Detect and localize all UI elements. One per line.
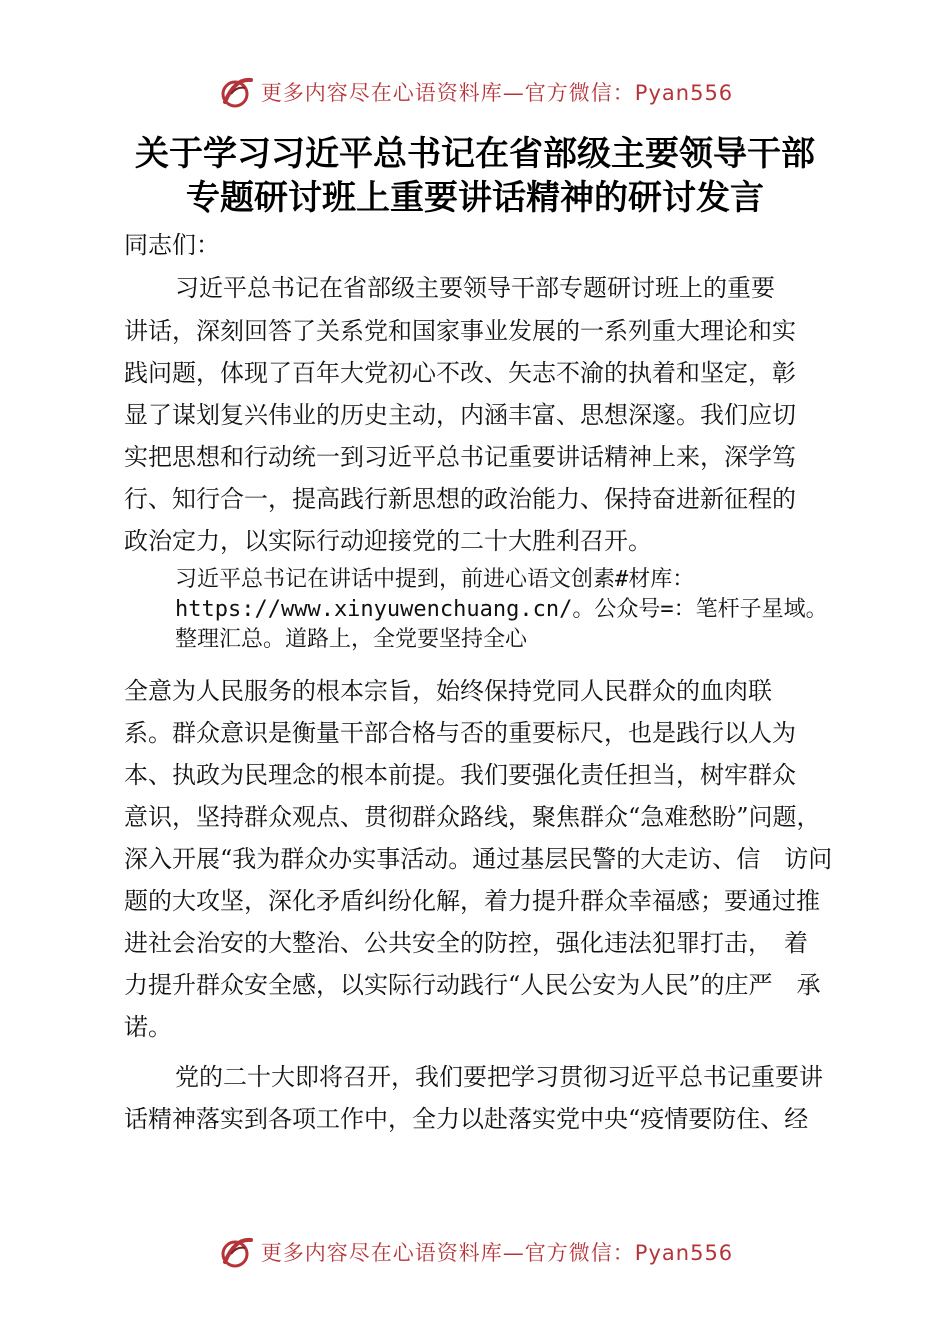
paragraph-line: 行、知行合一，提高践行新思想的政治能力、保持奋进新征程的 bbox=[124, 485, 796, 513]
quote-line: 整理汇总。道路上，全党要坚持全心 bbox=[175, 627, 528, 652]
paragraph-line: 实把思想和行动统一到习近平总书记重要讲话精神上来，深学笃 bbox=[124, 443, 796, 471]
paragraph-line: 全意为人民服务的根本宗旨，始终保持党同人民群众的血肉联 bbox=[124, 677, 772, 705]
title-line: 关于学习习近平总书记在省部级主要领导干部 bbox=[135, 134, 815, 174]
paragraph-line: 讲话，深刻回答了关系党和国家事业发展的一系列重大理论和实 bbox=[124, 317, 796, 345]
banner-text: 更多内容尽在心语资料库—官方微信：Pyan556 bbox=[260, 1241, 734, 1265]
paragraph-line: 意识，坚持群众观点、贯彻群众路线，聚焦群众“急难愁盼”问题， bbox=[124, 803, 821, 831]
paragraph-line: 系。群众意识是衡量干部合格与否的重要标尺，也是践行以人为 bbox=[124, 719, 796, 747]
paragraph-line: 政治定力，以实际行动迎接党的二十大胜利召开。 bbox=[124, 527, 652, 555]
banner-text: 更多内容尽在心语资料库—官方微信：Pyan556 bbox=[260, 81, 734, 105]
header-banner bbox=[0, 70, 950, 114]
quote-line: https://www.xinyuwenchuang.cn/。公众号=：笔杆子星域。 bbox=[175, 597, 828, 622]
paragraph-line: 进社会治安的大整治、公共安全的防控，强化违法犯罪打击， 着 bbox=[124, 929, 808, 957]
quote-line: 习近平总书记在讲话中提到，前进心语文创素#材库： bbox=[175, 567, 695, 592]
document-title bbox=[100, 132, 850, 220]
paragraph-line: 话精神落实到各项工作中，全力以赴落实党中央“疫情要防住、经 bbox=[124, 1105, 809, 1133]
salutation: 同志们： bbox=[124, 231, 220, 259]
paragraph-line: 习近平总书记在省部级主要领导干部专题研讨班上的重要 bbox=[175, 274, 775, 302]
paragraph-line: 践问题，体现了百年大党初心不改、矢志不渝的执着和坚定，彰 bbox=[124, 359, 796, 387]
paragraph-line: 题的大攻坚，深化矛盾纠纷化解，着力提升群众幸福感；要通过推 bbox=[124, 887, 820, 915]
red-swirl-logo-icon bbox=[217, 1232, 257, 1272]
footer-banner bbox=[0, 1230, 950, 1274]
paragraph-line: 深入开展“我为群众办实事活动。通过基层民警的大走访、信 访问 bbox=[124, 845, 833, 873]
paragraph-line: 力提升群众安全感，以实际行动践行“人民公安为人民”的庄严 承 bbox=[124, 971, 821, 999]
paragraph-line: 显了谋划复兴伟业的历史主动，内涵丰富、思想深邃。我们应切 bbox=[124, 401, 796, 429]
paragraph-line: 本、执政为民理念的根本前提。我们要强化责任担当，树牢群众 bbox=[124, 761, 796, 789]
title-line: 专题研讨班上重要讲话精神的研讨发言 bbox=[186, 178, 764, 218]
paragraph-line: 党的二十大即将召开，我们要把学习贯彻习近平总书记重要讲 bbox=[175, 1063, 823, 1091]
red-swirl-logo-icon bbox=[217, 72, 257, 112]
paragraph-line: 诺。 bbox=[124, 1013, 172, 1041]
